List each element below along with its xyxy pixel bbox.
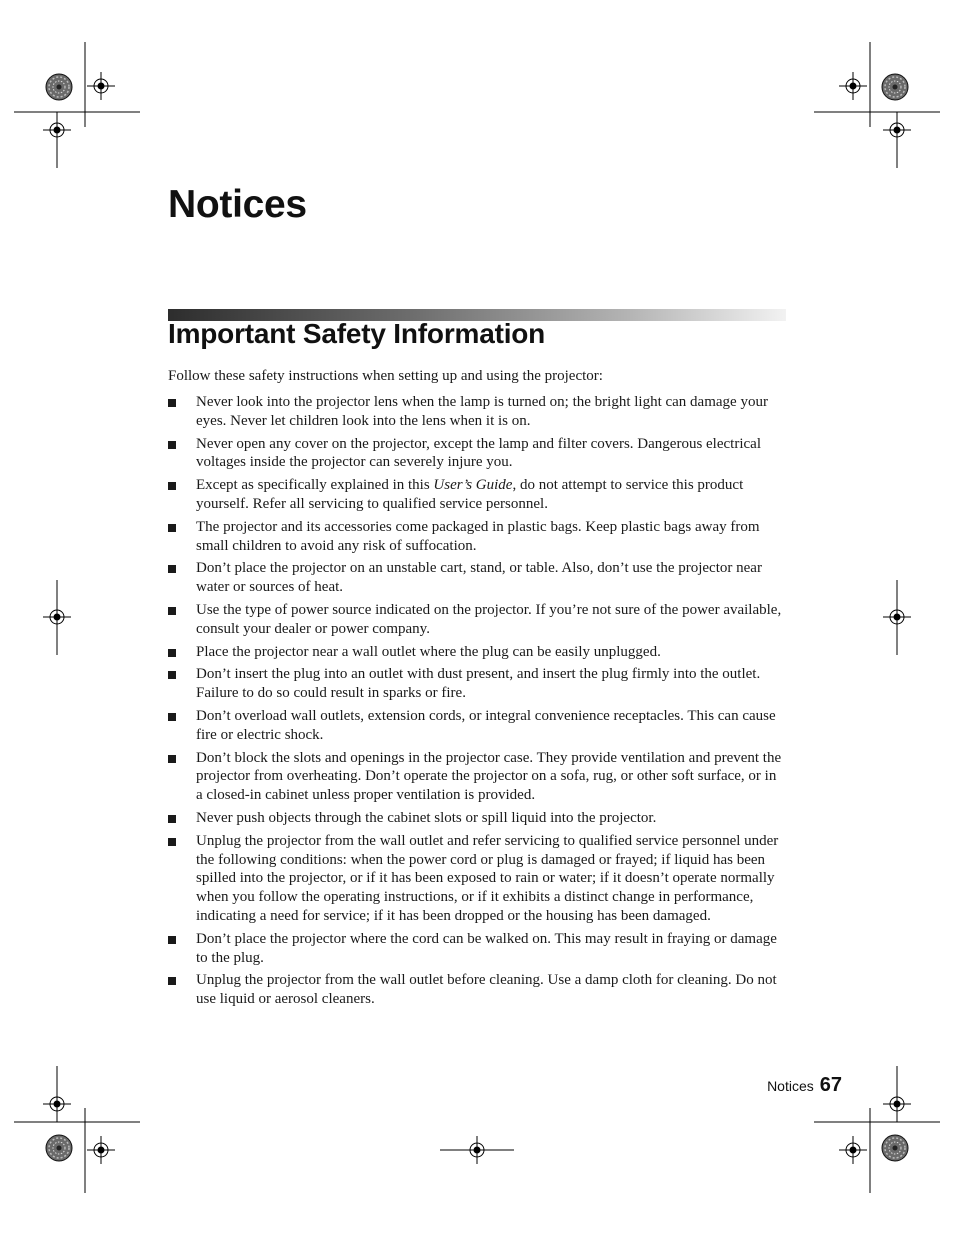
list-item (168, 559, 786, 597)
list-item (168, 832, 786, 926)
square-bullet-icon (168, 524, 176, 532)
page-number: 67 (819, 1074, 842, 1096)
square-bullet-icon (168, 482, 176, 490)
list-item-text: Don’t overload wall outlets, extension cords, or integral convenience receptacles. This can cause fire or electric shock. (196, 707, 776, 743)
list-item-text: Unplug the projector from the wall outlet before cleaning. Use a damp cloth for cleaning. Do not use liquid or aerosol cleaners. (196, 972, 777, 1008)
square-bullet-icon (168, 755, 176, 763)
square-bullet-icon (168, 815, 176, 823)
square-bullet-icon (168, 977, 176, 985)
list-item (168, 707, 786, 745)
list-item (168, 601, 786, 639)
list-item-text: Place the projector near a wall outlet where the plug can be easily unplugged. (196, 643, 661, 660)
list-item (168, 665, 786, 703)
square-bullet-icon (168, 565, 176, 573)
list-item (168, 809, 786, 828)
list-item (168, 971, 786, 1009)
safety-instructions-list (168, 393, 786, 1013)
square-bullet-icon (168, 399, 176, 407)
intro-paragraph: Follow these safety instructions when setting up and using the projector: (168, 368, 603, 384)
list-item-text: Unplug the projector from the wall outlet and refer servicing to qualified service personnel under the following conditions: when the power cord or plug is damaged or frayed; if liquid has been spilled into the projector, or if it has been exposed to rain or water; if it doesn’t operate normally when you follow the operating instructions, or if it exhibits a distinct change in performance, indicating a need for service; if it has been dropped or the housing has been damaged. (196, 832, 779, 924)
square-bullet-icon (168, 649, 176, 657)
list-item-text: Never push objects through the cabinet slots or spill liquid into the projector. (196, 809, 657, 826)
list-item-text: Don’t insert the plug into an outlet with dust present, and insert the plug firmly into the outlet. Failure to do so could result in sparks or fire. (196, 666, 761, 702)
list-item (168, 393, 786, 431)
list-item-text: The projector and its accessories come packaged in plastic bags. Keep plastic bags away from small children to avoid any risk of suffocation. (196, 518, 760, 554)
list-item (168, 435, 786, 473)
list-item-text: Don’t block the slots and openings in the projector case. They provide ventilation and prevent the projector from overheating. Don’t operate the projector on a sofa, rug, or other soft surface, or in a closed-in cabinet unless proper ventilation is provided. (196, 749, 782, 804)
page-footer (767, 1074, 842, 1097)
square-bullet-icon (168, 713, 176, 721)
section-title: Important Safety Information (168, 318, 546, 349)
square-bullet-icon (168, 441, 176, 449)
list-item (168, 643, 786, 662)
square-bullet-icon (168, 838, 176, 846)
list-item-text: Don’t place the projector where the cord can be walked on. This may result in fraying or damage to the plug. (196, 930, 777, 966)
list-item-text-start: Except as specifically explained in this (196, 477, 434, 494)
chapter-title: Notices (168, 183, 307, 226)
list-item (168, 476, 786, 514)
list-item-text: Use the type of power source indicated on the projector. If you’re not sure of the power available, consult your dealer or power company. (196, 601, 782, 637)
list-item (168, 930, 786, 968)
list-item-text: Don’t place the projector on an unstable cart, stand, or table. Also, don’t use the projector near water or sources of heat. (196, 560, 762, 596)
list-item-text-end: , do not attempt to service this product yourself. Refer all servicing to qualified service personnel. (196, 477, 744, 512)
square-bullet-icon (168, 936, 176, 944)
list-item-text: Never open any cover on the projector, except the lamp and filter covers. Dangerous electrical voltages inside the projector can severely injure you. (196, 435, 761, 471)
list-item (168, 749, 786, 805)
footer-section-label: Notices (767, 1078, 814, 1094)
list-item-text: Never look into the projector lens when the lamp is turned on; the bright light can damage your eyes. Never let children look into the lens when it is on. (196, 394, 768, 429)
square-bullet-icon (168, 607, 176, 615)
list-item (168, 518, 786, 556)
guide-title: User’s Guide (433, 477, 513, 494)
square-bullet-icon (168, 671, 176, 679)
